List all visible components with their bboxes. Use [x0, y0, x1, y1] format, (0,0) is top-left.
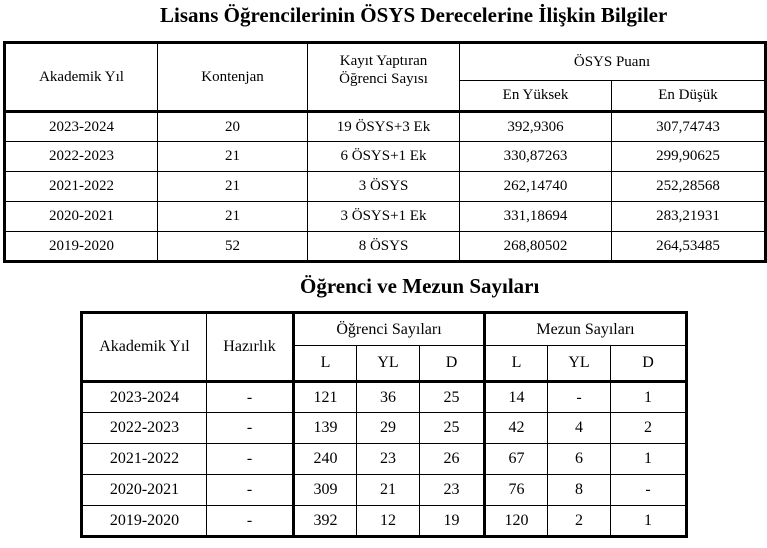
cell-student-d: 25 — [420, 413, 485, 444]
cell-prep: - — [207, 444, 294, 475]
cell-graduate-l: 42 — [485, 413, 548, 444]
table-row — [82, 382, 687, 413]
header-academic-year: Akademik Yıl — [82, 313, 207, 382]
cell-year: 2020-2021 — [82, 475, 207, 506]
cell-graduate-d: 1 — [611, 506, 687, 537]
cell-registered: 3 ÖSYS+1 Ek — [308, 202, 460, 232]
cell-year: 2022-2023 — [82, 413, 207, 444]
cell-min-score: 307,74743 — [612, 112, 766, 142]
header-student-d: D — [420, 346, 485, 382]
cell-graduate-d: 1 — [611, 444, 687, 475]
cell-graduate-d: - — [611, 475, 687, 506]
cell-quota: 21 — [158, 172, 308, 202]
cell-student-d: 25 — [420, 382, 485, 413]
cell-year: 2022-2023 — [5, 142, 158, 172]
table-row — [5, 202, 766, 232]
cell-student-yl: 23 — [357, 444, 420, 475]
header-graduate-d: D — [611, 346, 687, 382]
cell-graduate-yl: - — [548, 382, 611, 413]
students-graduates-table — [80, 311, 688, 538]
header-min: En Düşük — [612, 81, 766, 112]
header-max: En Yüksek — [460, 81, 612, 112]
cell-quota: 21 — [158, 202, 308, 232]
cell-year: 2019-2020 — [5, 232, 158, 262]
cell-min-score: 252,28568 — [612, 172, 766, 202]
cell-prep: - — [207, 413, 294, 444]
cell-student-l: 121 — [294, 382, 357, 413]
table-row — [5, 112, 766, 142]
cell-student-yl: 29 — [357, 413, 420, 444]
cell-max-score: 392,9306 — [460, 112, 612, 142]
cell-graduate-l: 120 — [485, 506, 548, 537]
header-registered — [308, 43, 460, 112]
cell-student-d: 19 — [420, 506, 485, 537]
cell-min-score: 264,53485 — [612, 232, 766, 262]
cell-student-yl: 36 — [357, 382, 420, 413]
cell-graduate-l: 14 — [485, 382, 548, 413]
cell-graduate-l: 76 — [485, 475, 548, 506]
cell-student-l: 309 — [294, 475, 357, 506]
cell-year: 2021-2022 — [5, 172, 158, 202]
cell-year: 2020-2021 — [5, 202, 158, 232]
osys-table — [3, 41, 767, 263]
osys-table-title: Lisans Öğrencilerinin ÖSYS Derecelerine İlişkin Bilgiler — [160, 3, 668, 27]
cell-quota: 20 — [158, 112, 308, 142]
table-row — [82, 413, 687, 444]
table-row — [5, 172, 766, 202]
table-row — [5, 232, 766, 262]
cell-prep: - — [207, 506, 294, 537]
header-prep: Hazırlık — [207, 313, 294, 382]
header-quota: Kontenjan — [158, 43, 308, 112]
header-graduate-counts: Mezun Sayıları — [485, 313, 687, 346]
header-graduate-yl: YL — [548, 346, 611, 382]
cell-registered: 3 ÖSYS — [308, 172, 460, 202]
cell-graduate-yl: 8 — [548, 475, 611, 506]
students-graduates-title: Öğrenci ve Mezun Sayıları — [300, 274, 540, 298]
cell-prep: - — [207, 475, 294, 506]
cell-graduate-yl: 6 — [548, 444, 611, 475]
table-row — [82, 444, 687, 475]
header-graduate-l: L — [485, 346, 548, 382]
header-registered-line2: Öğrenci Sayısı — [339, 71, 428, 87]
cell-graduate-d: 1 — [611, 382, 687, 413]
cell-year: 2023-2024 — [82, 382, 207, 413]
cell-student-d: 23 — [420, 475, 485, 506]
cell-max-score: 331,18694 — [460, 202, 612, 232]
header-student-counts: Öğrenci Sayıları — [294, 313, 485, 346]
header-osys-score: ÖSYS Puanı — [460, 43, 766, 81]
cell-year: 2019-2020 — [82, 506, 207, 537]
cell-student-l: 392 — [294, 506, 357, 537]
cell-graduate-l: 67 — [485, 444, 548, 475]
cell-registered: 19 ÖSYS+3 Ek — [308, 112, 460, 142]
table-row — [82, 506, 687, 537]
cell-student-d: 26 — [420, 444, 485, 475]
cell-registered: 6 ÖSYS+1 Ek — [308, 142, 460, 172]
cell-year: 2021-2022 — [82, 444, 207, 475]
cell-max-score: 262,14740 — [460, 172, 612, 202]
cell-min-score: 299,90625 — [612, 142, 766, 172]
cell-student-yl: 12 — [357, 506, 420, 537]
header-student-yl: YL — [357, 346, 420, 382]
header-academic-year: Akademik Yıl — [5, 43, 158, 112]
header-registered-line1: Kayıt Yaptıran — [339, 53, 428, 69]
cell-quota: 21 — [158, 142, 308, 172]
cell-min-score: 283,21931 — [612, 202, 766, 232]
cell-registered: 8 ÖSYS — [308, 232, 460, 262]
table-row — [82, 475, 687, 506]
cell-prep: - — [207, 382, 294, 413]
cell-quota: 52 — [158, 232, 308, 262]
table-row — [5, 142, 766, 172]
cell-student-l: 139 — [294, 413, 357, 444]
cell-max-score: 268,80502 — [460, 232, 612, 262]
cell-graduate-yl: 4 — [548, 413, 611, 444]
cell-graduate-yl: 2 — [548, 506, 611, 537]
cell-student-l: 240 — [294, 444, 357, 475]
cell-year: 2023-2024 — [5, 112, 158, 142]
cell-student-yl: 21 — [357, 475, 420, 506]
cell-graduate-d: 2 — [611, 413, 687, 444]
header-student-l: L — [294, 346, 357, 382]
cell-max-score: 330,87263 — [460, 142, 612, 172]
